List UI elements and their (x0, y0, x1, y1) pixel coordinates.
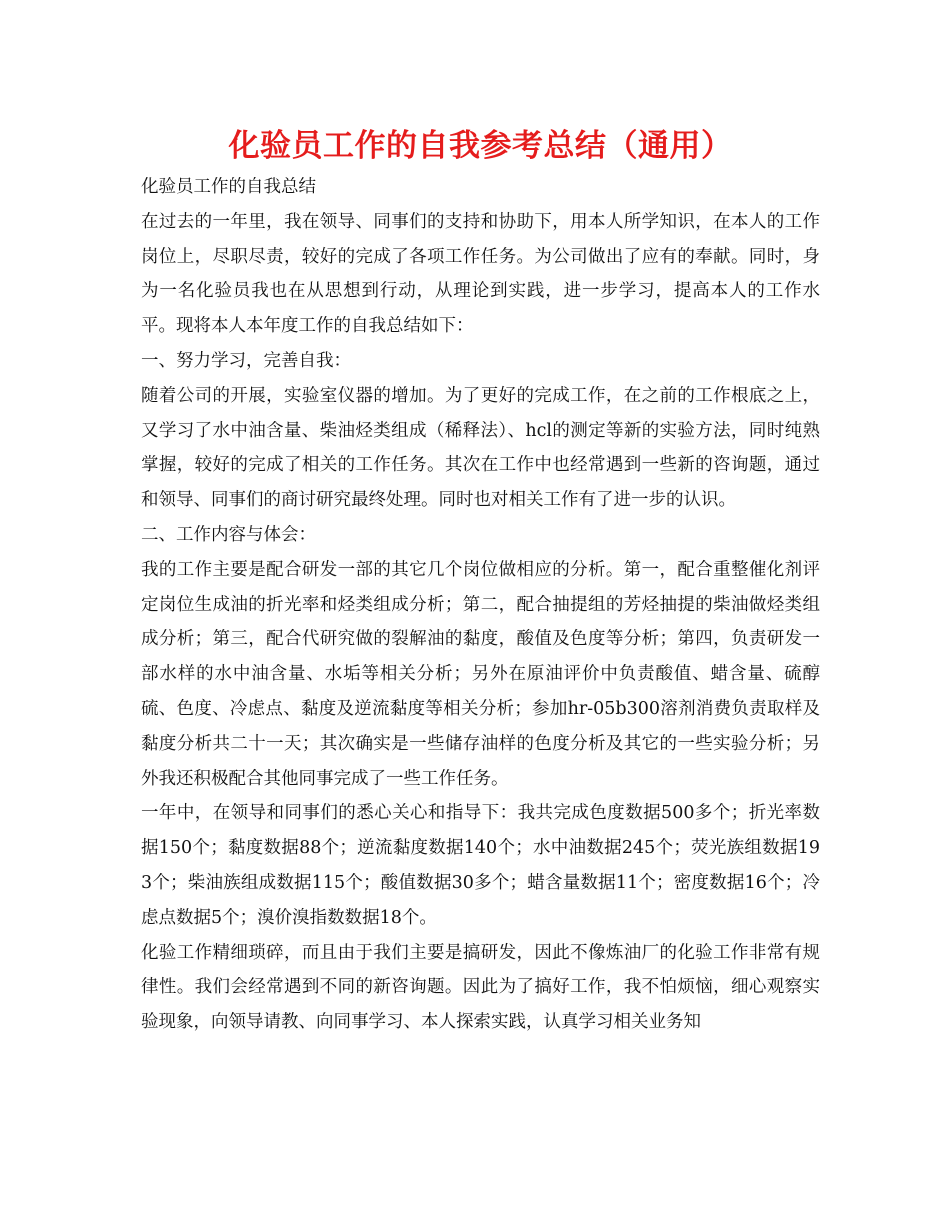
paragraph-work-nature: 化验工作精细琐碎，而且由于我们主要是搞研发，因此不像炼油厂的化验工作非常有规律性。我们会经常遇到不同的新咨询题。因此为了搞好工作，我不怕烦恼，细心观察实验现象，向领导请教、向同事学习、本人探索实践，认真学习相关业务知 (141, 942, 820, 1033)
paragraph-intro: 在过去的一年里，我在领导、同事们的支持和协助下，用本人所学知识，在本人的工作岗位上，尽职尽责，较好的完成了各项工作任务。为公司做出了应有的奉献。同时，身为一名化验员我也在从思想到行动，从理论到实践，进一步学习，提高本人的工作水平。现将本人本年度工作的自我总结如下： (141, 211, 820, 337)
paragraph-subtitle: 化验员工作的自我总结 (141, 177, 316, 197)
paragraph-work-content: 我的工作主要是配合研发一部的其它几个岗位做相应的分析。第一，配合重整催化剂评定岗位生成油的折光率和烃类组成分析；第二，配合抽提组的芳烃抽提的柴油做烃类组成分析；第三，配合代研究做的裂解油的黏度，酸值及色度等分析；第四，负责研发一部水样的水中油含量、水垢等相关分析；另外在原油评价中负责酸值、蜡含量、硫醇硫、色度、冷虑点、黏度及逆流黏度等相关分析；参加hr-05b300溶剂消费负责取样及黏度分析共二十一天；其次确实是一些储存油样的色度分析及其它的一些实验分析；另外我还积极配合其他同事完成了一些工作任务。 (141, 559, 820, 789)
section-heading-1: 一、努力学习，完善自我： (141, 350, 351, 371)
document-title: 化验员工作的自我参考总结（通用） (228, 128, 733, 164)
document-body (141, 170, 820, 1040)
paragraph-study: 随着公司的开展，实验室仪器的增加。为了更好的完成工作，在之前的工作根底之上，又学习了水中油含量、柴油烃类组成（稀释法）、hcl的测定等新的实验方法，同时纯熟掌握，较好的完成了相关的工作任务。其次在工作中也经常遇到一些新的咨询题，通过和领导、同事们的商讨研究最终处理。同时也对相关工作有了进一步的认识。 (141, 385, 820, 511)
paragraph-data-counts: 一年中，在领导和同事们的悉心关心和指导下：我共完成色度数据500多个；折光率数据150个；黏度数据88个；逆流黏度数据140个；水中油数据245个；荧光族组数据193个；柴油族组成数据115个；酸值数据30多个；蜡含量数据11个；密度数据16个；冷虑点数据5个；溴价溴指数数据18个。 (141, 803, 820, 928)
section-heading-2: 二、工作内容与体会： (141, 524, 316, 545)
